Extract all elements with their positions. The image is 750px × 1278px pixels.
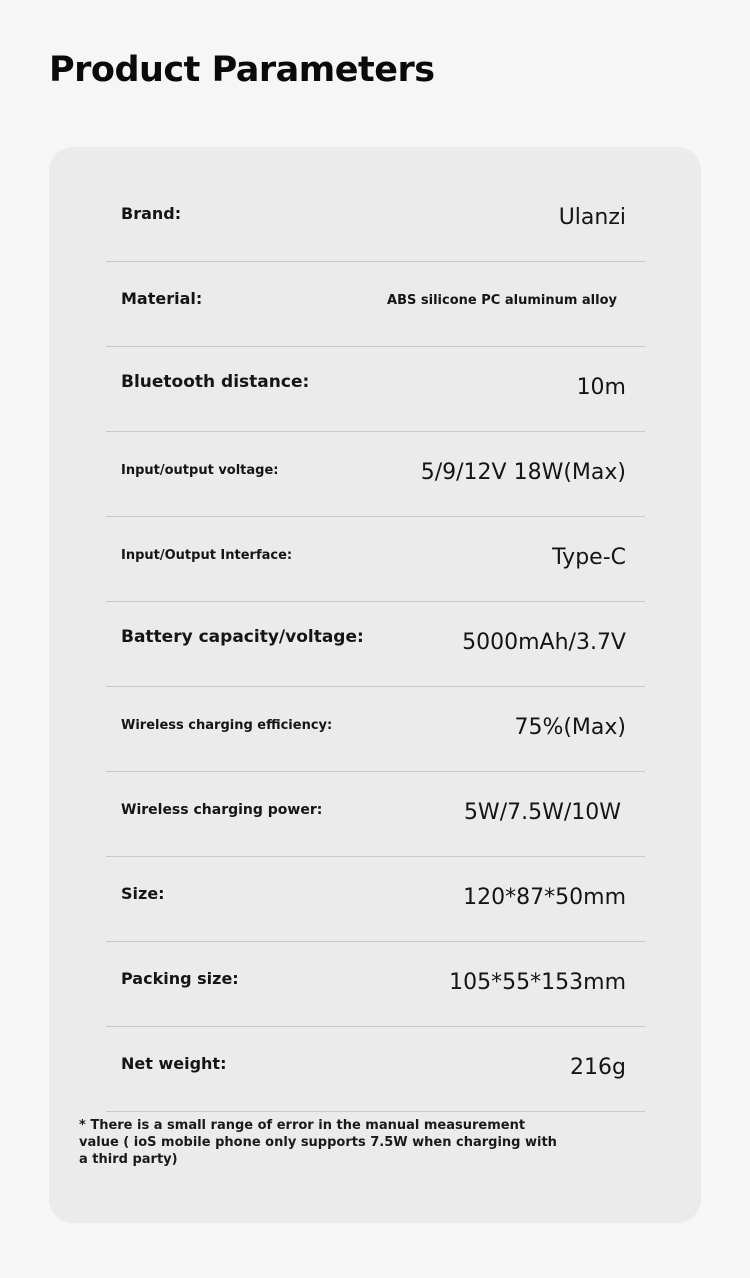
param-label: Battery capacity/voltage: <box>121 627 364 647</box>
param-row-bluetooth-distance <box>106 347 645 432</box>
param-value: 5/9/12V 18W(Max) <box>420 460 626 485</box>
param-row-interface <box>106 517 645 602</box>
param-value: 10m <box>576 375 626 400</box>
param-row-packing-size <box>106 942 645 1027</box>
param-value: 5W/7.5W/10W <box>463 800 621 825</box>
param-label: Size: <box>121 884 165 903</box>
param-label: Wireless charging power: <box>121 802 323 818</box>
param-label: Brand: <box>121 204 182 223</box>
param-value: 216g <box>570 1055 626 1080</box>
param-row-wireless-power <box>106 772 645 857</box>
page-title: Product Parameters <box>49 50 435 90</box>
param-value: 120*87*50mm <box>463 885 626 910</box>
param-label: Wireless charging efficiency: <box>121 718 333 733</box>
param-row-brand <box>106 177 645 262</box>
param-label: Packing size: <box>121 969 239 988</box>
param-row-wireless-efficiency <box>106 687 645 772</box>
footnote: * There is a small range of error in the manual measurement value ( ioS mobile phone only supports 7.5W when charging with a third party) <box>79 1118 557 1167</box>
param-label: Net weight: <box>121 1054 227 1073</box>
param-row-battery <box>106 602 645 687</box>
parameters-table <box>106 177 645 1112</box>
parameters-card <box>49 147 701 1223</box>
param-row-material <box>106 262 645 347</box>
param-row-input-output-voltage <box>106 432 645 517</box>
param-label: Input/Output Interface: <box>121 548 293 563</box>
param-label: Input/output voltage: <box>121 463 279 478</box>
param-value: ABS silicone PC aluminum alloy <box>387 293 617 308</box>
param-value: 75%(Max) <box>514 715 626 740</box>
param-row-size <box>106 857 645 942</box>
param-label: Material: <box>121 289 203 308</box>
param-row-net-weight <box>106 1027 645 1112</box>
param-value: 5000mAh/3.7V <box>462 630 626 655</box>
param-value: Type-C <box>552 545 626 570</box>
param-label: Bluetooth distance: <box>121 372 310 392</box>
param-value: Ulanzi <box>558 205 626 230</box>
param-value: 105*55*153mm <box>449 970 626 995</box>
